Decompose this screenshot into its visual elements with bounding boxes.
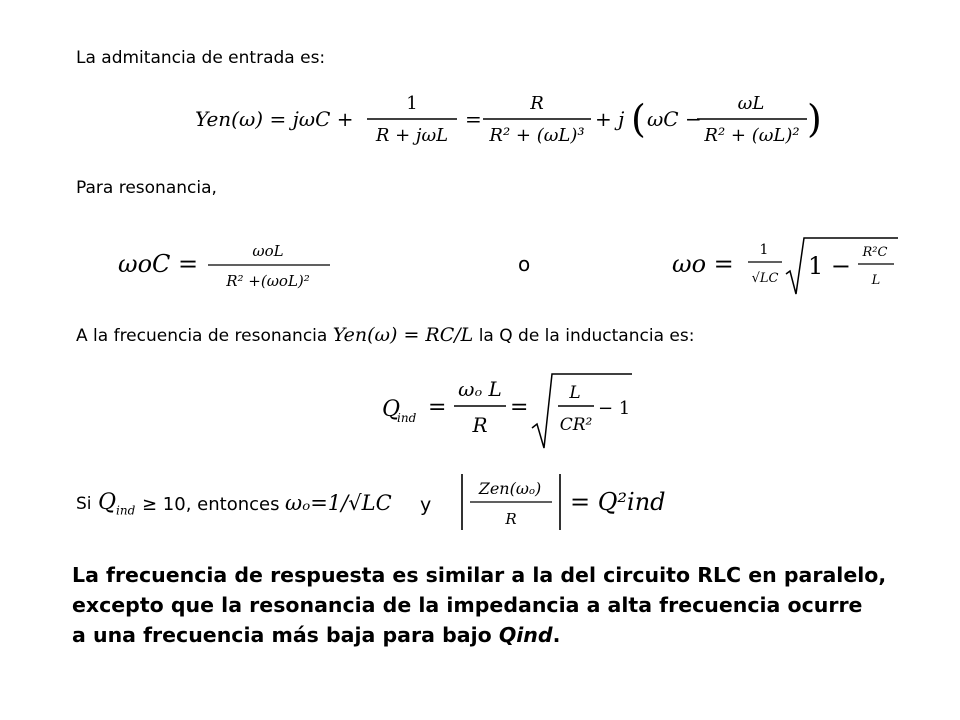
summary-line-3-end: . — [552, 623, 561, 647]
eq1-equals: = — [465, 107, 482, 131]
eq4-minus1: − 1 — [598, 398, 631, 419]
intro-label: La admitancia de entrada es: — [76, 48, 326, 68]
q-sentence — [76, 324, 694, 346]
impedance-magnitude-equation — [456, 470, 696, 534]
condition-si: Si — [76, 494, 92, 514]
condition-q-sub: ind — [116, 503, 136, 518]
eq3-lhs: ωo = — [672, 250, 734, 278]
eq3-one-minus: 1 − — [808, 252, 852, 280]
yen-inline-equation: Yen(ω) = RC/L — [332, 324, 474, 346]
abs-num: Zen(ωₒ) — [478, 479, 542, 498]
q-suffix: la Q de la inductancia es: — [478, 326, 695, 346]
eq4-q-sub: ind — [397, 411, 417, 425]
eq1-den2: R² + (ωL)³ — [489, 125, 585, 146]
eq4-num1: ωₒ L — [458, 377, 502, 401]
eq3-den2: L — [871, 273, 881, 288]
eq1-paren-open: ( — [631, 97, 646, 141]
eq4-eq2: = — [510, 395, 529, 420]
condition-and: y — [420, 494, 432, 516]
summary-line-2: excepto que la resonancia de la impedancia a alta frecuencia ocurre — [72, 593, 863, 617]
eq1-paren-close: ) — [807, 97, 822, 141]
eq3-den1: √LC — [751, 271, 779, 286]
resonance-equation — [118, 236, 338, 300]
eq1-num3: ωL — [737, 93, 765, 114]
eq4-q: Q — [382, 397, 401, 422]
eq4-eq1: = — [428, 395, 447, 420]
condition-mid: ≥ 10, entonces — [142, 494, 280, 515]
summary-qind: Qind — [498, 623, 553, 647]
q-factor-equation — [382, 370, 642, 450]
resonant-frequency-equation — [672, 232, 902, 300]
abs-den: R — [505, 510, 517, 528]
eq1-plus-j: + j — [595, 107, 625, 131]
condition-q-letter: Q — [98, 490, 117, 515]
condition-q — [98, 490, 135, 517]
eq1-num2: R — [530, 93, 544, 114]
eq1-mid: ωC − — [647, 107, 702, 131]
eq1-den3: R² + (ωL)² — [704, 125, 800, 146]
eq4-den1: R — [472, 413, 488, 437]
summary-line-3-text: a una frecuencia más baja para bajo — [72, 623, 499, 647]
eq1-num1: 1 — [406, 93, 418, 114]
summary-line-1: La frecuencia de respuesta es similar a la del circuito RLC en paralelo, — [72, 563, 887, 587]
abs-rhs: = Q²ind — [570, 488, 666, 516]
eq2-num: ωoL — [252, 242, 284, 260]
resonance-label: Para resonancia, — [76, 178, 217, 198]
summary-line-3 — [72, 620, 932, 650]
summary-paragraph — [72, 560, 932, 650]
eq2-den: R² +(ωoL)² — [226, 272, 310, 290]
or-label: o — [518, 252, 531, 276]
eq1-den1: R + jωL — [375, 125, 449, 146]
eq4-num2: L — [569, 383, 581, 403]
q-prefix: A la frecuencia de resonancia — [76, 326, 328, 346]
eq3-num1: 1 — [759, 242, 769, 258]
condition-omega-equation: ωₒ=1/√LC — [285, 491, 392, 515]
eq1-lhs: Yen(ω) = jωC + — [195, 107, 354, 131]
eq3-num2: R²C — [862, 245, 888, 260]
admittance-equation — [195, 88, 835, 158]
eq2-lhs: ωoC = — [118, 250, 199, 278]
eq4-den2: CR² — [559, 415, 593, 435]
